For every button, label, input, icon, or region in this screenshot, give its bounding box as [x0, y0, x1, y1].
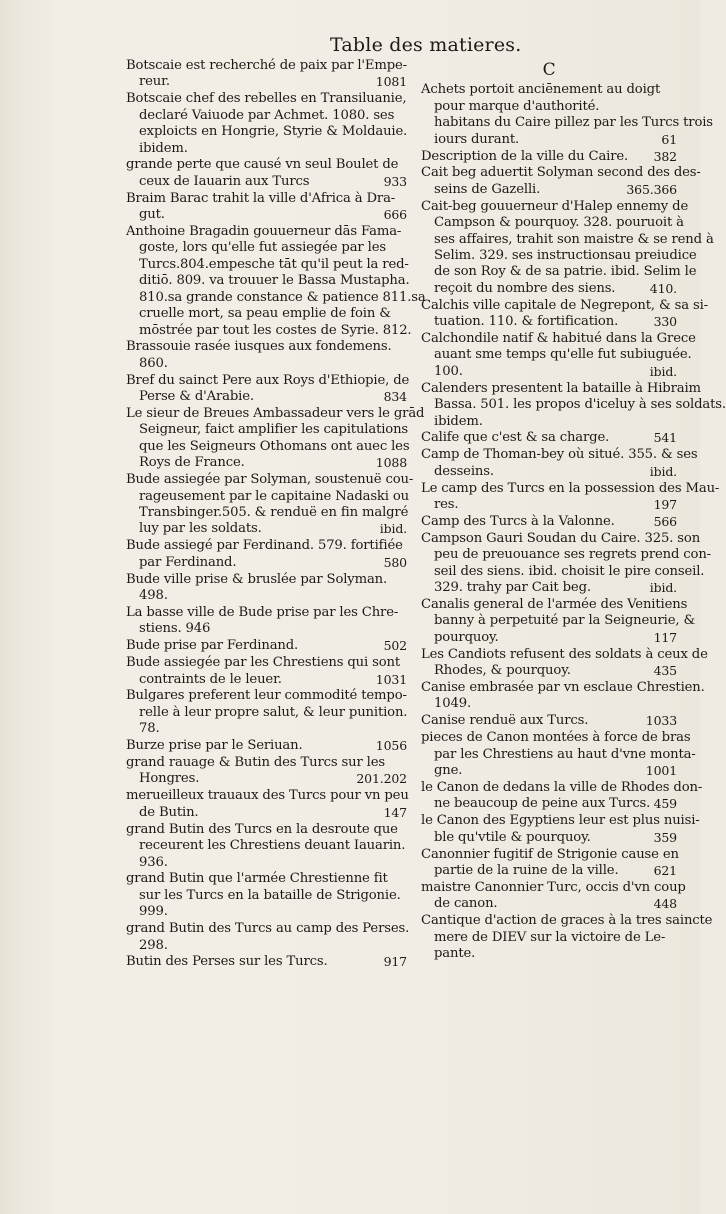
index-entry	[126, 822, 407, 871]
page-reference: 359	[653, 829, 677, 845]
entry-line: pante.	[434, 946, 476, 962]
index-entry	[421, 597, 696, 646]
page-reference: 201.202	[356, 771, 407, 787]
index-entry	[126, 788, 407, 821]
entry-line: par Ferdinand.	[139, 554, 237, 570]
entry-line: La basse ville de Bude prise par les Chre-	[126, 604, 399, 620]
entry-line: Canonnier fugitif de Strigonie cause en	[421, 846, 679, 862]
entry-line: gut.	[139, 207, 165, 223]
page-reference: 1001	[645, 763, 677, 779]
entry-line: exploicts en Hongrie, Styrie & Moldauie.	[139, 124, 408, 140]
index-entry	[421, 480, 720, 514]
index-entry	[421, 430, 677, 446]
entry-line: Transbinger.505. & renduë en fin malgré	[139, 504, 409, 520]
index-entry	[421, 82, 713, 148]
entry-line: Anthoine Bragadin gouuerneur dās Fama-	[126, 224, 402, 240]
entry-line: Bude assiegée par les Chrestiens qui sont	[126, 655, 400, 671]
index-entry	[126, 406, 425, 472]
entry-line: Seigneur, faict amplifier les capitulations	[139, 422, 409, 438]
page-reference: 1088	[375, 455, 407, 471]
entry-line: auant sme temps qu'elle fut subiuguée.	[434, 347, 692, 363]
entry-line: Calchondile natif & habitué dans la Grece	[421, 331, 696, 346]
entry-line: Le sieur de Breues Ambassadeur vers le grād	[126, 406, 425, 422]
index-entry	[126, 572, 407, 605]
entry-line: sur les Turcs en la bataille de Strigonie.	[139, 887, 401, 903]
page-reference: 147	[383, 804, 407, 820]
entry-line: ceux de Iauarin aux Turcs	[139, 173, 310, 189]
entry-line: ibidem.	[434, 413, 483, 429]
page-reference: 117	[653, 629, 677, 645]
entry-line: Roys de France.	[139, 455, 245, 471]
entry-line: pour marque d'authorité.	[434, 98, 600, 114]
index-entry	[126, 157, 407, 190]
page-reference: 566	[653, 513, 677, 529]
index-entry	[421, 331, 696, 380]
entry-line: ses affaires, trahit son maistre & se rend à	[434, 231, 714, 247]
entry-line: banny à perpetuité par la Seigneurie, &	[434, 613, 696, 629]
index-entry	[126, 655, 407, 688]
page-reference: 834	[383, 389, 407, 405]
entry-line: Cait beg aduertit Solyman second des des-	[421, 165, 701, 181]
entry-line: Bude ville prise & bruslée par Solyman.	[126, 571, 388, 587]
left-column	[126, 58, 426, 971]
entry-line: Campson & pourquoy. 328. pouruoit à	[434, 215, 684, 231]
entry-line: Hongres.	[139, 771, 200, 787]
entry-line: 78.	[139, 721, 160, 737]
entry-line: tuation. 110. & fortification.	[434, 314, 619, 330]
entry-line: partie de la ruine de la ville.	[434, 863, 619, 878]
entry-line: Botscaie est recherché de paix par l'Empe-	[126, 58, 407, 73]
right-entries	[421, 82, 726, 962]
index-entry	[421, 380, 726, 430]
index-entry	[421, 447, 698, 480]
index-entry	[126, 871, 407, 920]
entry-line: par les Chrestiens au haut d'vne monta-	[434, 746, 696, 762]
entry-line: Bassa. 501. les propos d'iceluy à ses soldats.	[434, 397, 726, 413]
index-entry	[126, 91, 407, 157]
page-reference: 502	[383, 638, 407, 654]
entry-line: 999.	[139, 904, 168, 920]
page-reference: 1031	[375, 671, 407, 687]
index-entry	[421, 646, 708, 680]
entry-line: Rhodes, & pourquoy.	[434, 663, 571, 679]
entry-line: Description de la ville du Caire.	[421, 148, 629, 164]
page-reference: ibid.	[649, 363, 677, 379]
index-entry	[421, 198, 714, 297]
index-entry	[126, 339, 407, 372]
page-reference: 61	[661, 131, 677, 147]
entry-line: de son Roy & de sa patrie. ibid. Selim le	[434, 264, 697, 280]
page-reference: 1033	[645, 713, 677, 729]
entry-line: seins de Gazelli.	[434, 181, 541, 197]
page-reference: 459	[653, 796, 677, 812]
entry-line: reçoit du nombre des siens.	[434, 280, 616, 296]
page-reference: 666	[383, 207, 407, 223]
entry-line: Turcs.804.empesche tāt qu'il peut la red-	[139, 256, 409, 272]
entry-line: Calife que c'est & sa charge.	[421, 430, 610, 446]
index-entry	[421, 813, 700, 846]
entry-line: goste, lors qu'elle fut assiegée par les	[139, 240, 386, 256]
entry-line: desseins.	[434, 463, 494, 479]
entry-line: habitans du Caire pillez par les Turcs trois	[434, 115, 713, 131]
entry-line: seil des siens. ibid. choisit le pire conseil.	[434, 563, 705, 579]
page-reference: 621	[653, 863, 677, 878]
entry-line: Camp de Thoman-bey où situé. 355. & ses	[421, 447, 698, 463]
entry-line: maistre Canonnier Turc, occis d'vn coup	[421, 879, 686, 895]
entry-line: pieces de Canon montées à force de bras	[421, 730, 691, 746]
index-entry	[126, 954, 407, 970]
index-entry	[126, 58, 407, 91]
entry-line: merueilleux trauaux des Turcs pour vn peu	[126, 788, 409, 804]
page-reference: 580	[383, 554, 407, 570]
entry-line: Camp des Turcs à la Valonne.	[421, 513, 615, 529]
entry-line: 100.	[434, 363, 463, 379]
entry-line: receurent les Chrestiens deuant Iauarin.	[139, 838, 406, 854]
index-entry	[421, 879, 686, 913]
entry-line: grand rauage & Butin des Turcs sur les	[126, 755, 386, 771]
index-entry	[421, 847, 677, 880]
page-reference: 410.	[649, 280, 677, 296]
entry-line: rageusement par le capitaine Nadaski ou	[139, 488, 410, 504]
entry-line: Achets portoit anciēnement au doigt	[421, 82, 661, 98]
section-letter: C	[542, 60, 556, 80]
page-reference: ibid.	[379, 521, 407, 537]
right-column	[421, 58, 726, 963]
page-reference: 448	[653, 896, 677, 912]
page-reference: 197	[653, 497, 677, 513]
entry-line: Campson Gauri Soudan du Caire. 325. son	[421, 530, 701, 546]
entry-line: Botscaie chef des rebelles en Transiluanie,	[126, 91, 407, 107]
index-entry	[421, 779, 703, 813]
page-reference: 917	[383, 954, 407, 970]
entry-line: mere de DIEV sur la victoire de Le-	[434, 929, 666, 945]
entry-line: que les Seigneurs Othomans ont auec les	[139, 438, 410, 454]
entry-line: Bude assiegée par Solyman, soustenuë cou-	[126, 472, 414, 488]
entry-line: grand Butin des Turcs en la desroute que	[126, 821, 398, 837]
page-reference: 1056	[375, 738, 407, 754]
entry-line: mōstrée par tout les costes de Syrie. 812.	[139, 322, 412, 338]
page-reference: 435	[653, 663, 677, 679]
entry-line: Bulgares preferent leur commodité tempo-	[126, 688, 407, 704]
entry-line: ibidem.	[139, 140, 188, 156]
page-reference: 382	[653, 148, 677, 164]
entry-line: 810.sa grande constance & patience 811.sa	[139, 289, 426, 305]
entry-line: 860.	[139, 355, 168, 371]
entry-line: Bude assiegé par Ferdinand. 579. fortifiée	[126, 538, 403, 554]
entry-line: grand Butin que l'armée Chrestienne fit	[126, 871, 388, 887]
entry-line: Canise embrasée par vn esclaue Chrestien.	[421, 680, 705, 696]
page-reference: 1081	[375, 74, 407, 90]
index-entry	[421, 713, 677, 729]
entry-line: Cantique d'action de graces à la tres saincte	[421, 913, 713, 929]
entry-line: gne.	[434, 763, 463, 779]
entry-line: peu de preuouance ses regrets prend con-	[434, 547, 711, 563]
entry-line: le Canon des Egyptiens leur est plus nuisi-	[421, 813, 700, 829]
entry-line: ditiō. 809. va trouuer le Bassa Mustapha.	[139, 273, 410, 289]
page-reference: 365.366	[626, 181, 677, 197]
entry-line: de Butin.	[139, 804, 199, 820]
index-entry	[126, 738, 407, 754]
index-entry	[126, 921, 410, 954]
page-header: Table des matieres.	[330, 34, 522, 56]
entry-line: contraints de le leuer.	[139, 671, 282, 687]
entry-line: luy par les soldats.	[139, 521, 262, 537]
entry-line: Calchis ville capitale de Negrepont, & sa si-	[421, 297, 708, 313]
page-reference: ibid.	[649, 463, 677, 479]
entry-line: Selim. 329. ses instructionsau preiudice	[434, 247, 697, 263]
entry-line: Les Candiots refusent des soldats à ceux de	[421, 646, 708, 662]
entry-line: Canalis general de l'armée des Venitiens	[421, 597, 688, 612]
entry-line: relle à leur propre salut, & leur punition.	[139, 704, 408, 720]
entry-line: iours durant.	[434, 131, 520, 147]
entry-line: Braim Barac trahit la ville d'Africa à Dra-	[126, 190, 396, 206]
index-entry	[126, 191, 407, 224]
entry-line: declaré Vaiuode par Achmet. 1080. ses	[139, 107, 395, 123]
index-entry	[126, 755, 407, 788]
entry-line: Canise renduë aux Turcs.	[421, 713, 589, 729]
entry-line: 498.	[139, 588, 168, 603]
entry-line: Bude prise par Ferdinand.	[126, 638, 299, 654]
entry-line: de canon.	[434, 896, 498, 912]
entry-line: res.	[434, 497, 459, 513]
entry-line: le Canon de dedans la ville de Rhodes don-	[421, 779, 703, 795]
index-entry	[126, 638, 407, 654]
entry-line: 329. trahy par Cait beg.	[434, 580, 591, 596]
index-entry	[126, 538, 407, 571]
entry-line: Perse & d'Arabie.	[139, 389, 254, 405]
index-entry	[421, 149, 677, 165]
entry-line: Cait-beg gouuerneur d'Halep ennemy de	[421, 198, 689, 214]
entry-line: Bref du sainct Pere aux Roys d'Ethiopie, de	[126, 372, 410, 388]
entry-line: Brassouie rasée iusques aux fondemens.	[126, 339, 392, 355]
index-entry	[126, 472, 414, 538]
index-entry	[421, 730, 696, 779]
entry-line: stiens. 946	[139, 621, 211, 637]
entry-line: Burze prise par le Seriuan.	[126, 738, 303, 754]
index-entry	[421, 165, 701, 198]
entry-line: reur.	[139, 74, 170, 90]
entry-line: ble qu'vtile & pourquoy.	[434, 829, 591, 845]
entry-line: cruelle mort, sa peau emplie de foin &	[139, 306, 391, 322]
entry-line: Calenders presentent la bataille à Hibraim	[421, 380, 701, 396]
entry-line: grande perte que causé vn seul Boulet de	[126, 157, 399, 173]
index-entry	[421, 680, 705, 713]
index-entry	[126, 605, 407, 638]
entry-line: Butin des Perses sur les Turcs.	[126, 954, 328, 970]
index-entry	[421, 297, 708, 331]
index-entry	[126, 688, 407, 737]
page-reference: ibid.	[649, 580, 677, 596]
entry-line: 936.	[139, 854, 168, 870]
entry-line: ne beaucoup de peine aux Turcs.	[434, 796, 651, 812]
index-entry	[421, 913, 713, 962]
page-reference: 541	[653, 430, 677, 446]
entry-line: 298.	[139, 937, 168, 953]
entry-line: 1049.	[434, 696, 472, 712]
entry-line: Le camp des Turcs en la possession des Mau-	[421, 480, 720, 496]
entry-line: grand Butin des Turcs au camp des Perses.	[126, 921, 410, 937]
page-reference: 933	[383, 173, 407, 189]
page-reference: 330	[653, 314, 677, 330]
entry-line: pourquoy.	[434, 629, 499, 645]
index-entry	[126, 372, 410, 406]
index-entry	[421, 530, 711, 597]
index-entry	[126, 224, 426, 339]
index-entry	[421, 514, 677, 530]
